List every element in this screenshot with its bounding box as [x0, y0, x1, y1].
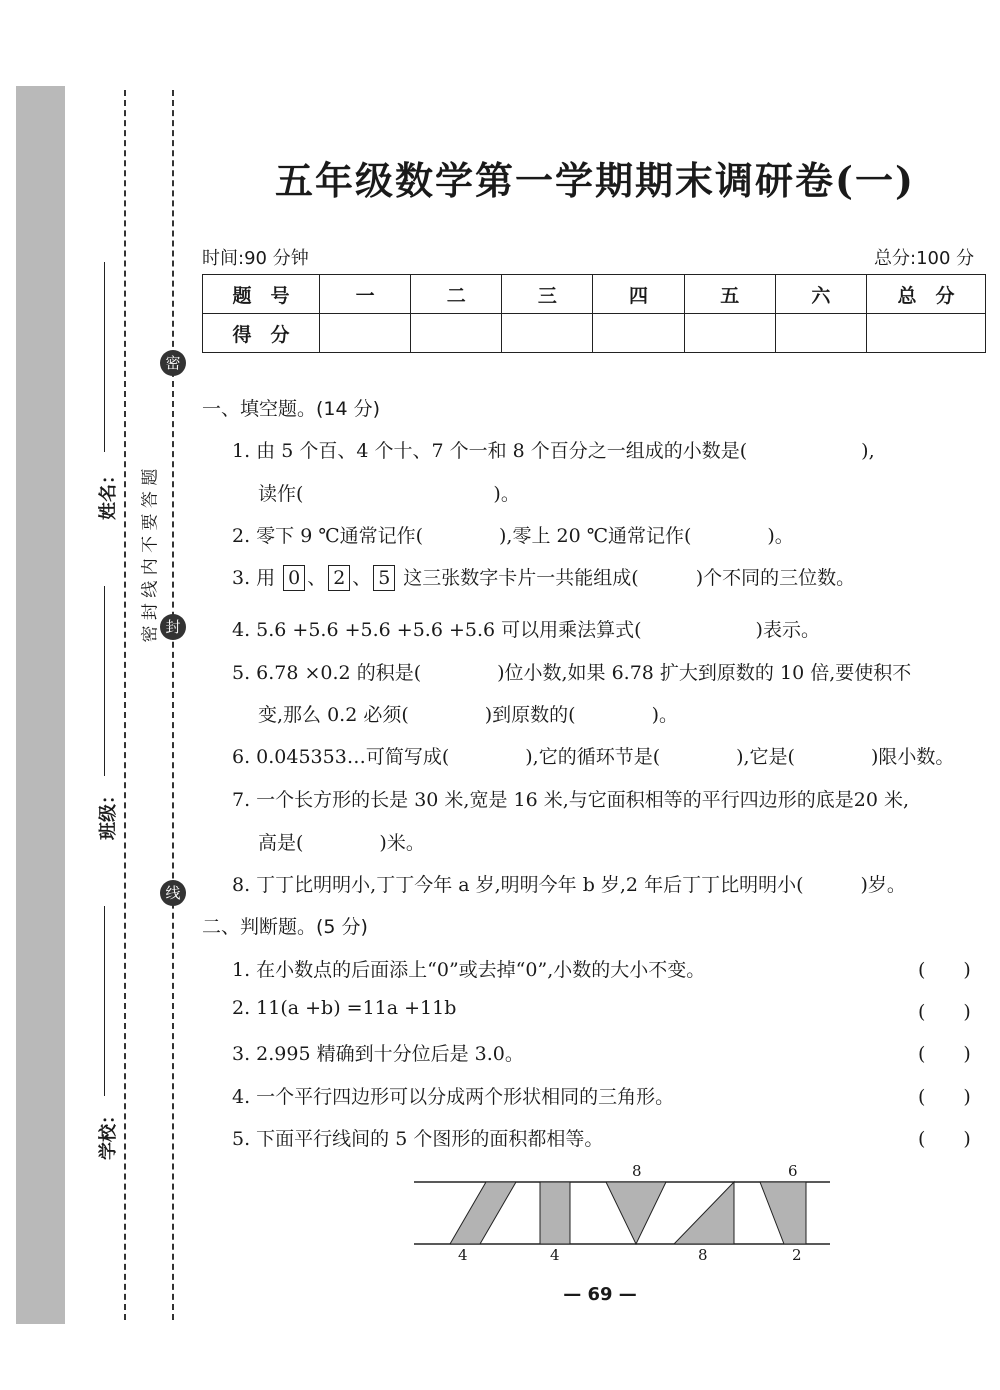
q1-3-prefix: 3. 用	[232, 567, 276, 589]
q1-1-cont: 读作( )。	[258, 483, 520, 505]
time-limit: 时间:90 分钟	[202, 248, 309, 269]
trapezoid-shape	[760, 1182, 806, 1244]
q1-3-suffix: 这三张数字卡片一共能组成( )个不同的三位数。	[403, 567, 856, 589]
answer-paren[interactable]: ( )	[918, 1086, 971, 1108]
q1-3: 3. 用 0 、 2 、 5 这三张数字卡片一共能组成( )个不同的三位数。	[232, 567, 856, 589]
section1-heading: 一、填空题。(14 分)	[202, 398, 381, 420]
answer-paren[interactable]: ( )	[918, 959, 971, 981]
q1-1: 1. 由 5 个百、4 个十、7 个一和 8 个百分之一组成的小数是( ),	[232, 440, 875, 462]
q1-5: 5. 6.78 ×0.2 的积是( )位小数,如果 6.78 扩大到原数的 10 倍,要使积不	[232, 662, 912, 684]
header-cell: 三	[502, 275, 593, 314]
school-blank	[104, 906, 105, 1096]
q2-3: 3. 2.995 精确到十分位后是 3.0。	[232, 1043, 524, 1065]
header-cell: 题 号	[203, 275, 320, 314]
header-cell: 总 分	[867, 275, 986, 314]
digit-card: 2	[328, 565, 350, 591]
answer-paren[interactable]: ( )	[918, 1128, 971, 1150]
rectangle-shape	[540, 1182, 570, 1244]
name-label: 姓名：	[98, 466, 119, 520]
page-title: 五年级数学第一学期期末调研卷(一)	[275, 158, 915, 203]
figure-bottom-label: 4	[550, 1246, 560, 1264]
q1-6: 6. 0.045353…可简写成( ),它的循环节是( ),它是( )限小数。	[232, 746, 955, 768]
q2-4: 4. 一个平行四边形可以分成两个形状相同的三角形。	[232, 1086, 675, 1108]
q2-2: 2. 11(a +b) =11a +11b	[232, 997, 457, 1019]
figure-top-label: 6	[788, 1162, 798, 1180]
figure-bottom-label: 2	[792, 1246, 802, 1264]
score-table	[202, 274, 986, 353]
header-cell: 六	[775, 275, 866, 314]
header-cell: 五	[684, 275, 775, 314]
figure-bottom-label: 4	[458, 1246, 468, 1264]
section2-heading: 二、判断题。(5 分)	[202, 916, 368, 938]
q1-2: 2. 零下 9 ℃通常记作( ),零上 20 ℃通常记作( )。	[232, 525, 794, 547]
triangle-down-shape	[606, 1182, 666, 1244]
seal-note-text: 密 封 线 内 不 要 答 题	[140, 468, 161, 643]
right-triangle-shape	[674, 1182, 734, 1244]
q1-5-cont: 变,那么 0.2 必须( )到原数的( )。	[258, 704, 678, 726]
score-cell[interactable]	[411, 314, 502, 353]
q2-5: 5. 下面平行线间的 5 个图形的面积都相等。	[232, 1128, 604, 1150]
score-table-score-row	[203, 314, 986, 353]
binding-strip	[16, 86, 65, 1324]
score-cell[interactable]	[593, 314, 684, 353]
page-number: — 69 —	[563, 1284, 637, 1305]
header-cell: 一	[320, 275, 411, 314]
score-row-label: 得 分	[203, 314, 320, 353]
score-cell[interactable]	[775, 314, 866, 353]
header-cell: 二	[411, 275, 502, 314]
q1-7: 7. 一个长方形的长是 30 米,宽是 16 米,与它面积相等的平行四边形的底是20 米,	[232, 789, 910, 811]
name-blank	[104, 262, 105, 452]
digit-card: 5	[373, 565, 395, 591]
seal-mi: 密	[160, 350, 186, 376]
score-cell[interactable]	[867, 314, 986, 353]
score-cell[interactable]	[320, 314, 411, 353]
q1-4: 4. 5.6 +5.6 +5.6 +5.6 +5.6 可以用乘法算式( )表示。	[232, 619, 820, 641]
q1-7-cont: 高是( )米。	[258, 832, 425, 854]
school-label: 学校：	[98, 1106, 119, 1160]
figure-top-label: 8	[632, 1162, 642, 1180]
score-cell[interactable]	[502, 314, 593, 353]
class-label: 班级：	[98, 786, 119, 840]
cut-line-inner	[124, 90, 126, 1320]
total-score: 总分:100 分	[874, 248, 975, 269]
q2-1: 1. 在小数点的后面添上“0”或去掉“0”,小数的大小不变。	[232, 959, 706, 981]
parallelogram-shape	[450, 1182, 516, 1244]
score-table-header-row	[203, 275, 986, 314]
cut-line-outer	[172, 90, 174, 1320]
answer-paren[interactable]: ( )	[918, 1001, 971, 1023]
seal-note	[136, 468, 161, 778]
score-cell[interactable]	[684, 314, 775, 353]
digit-card: 0	[283, 565, 305, 591]
seal-feng: 封	[160, 614, 186, 640]
header-cell: 四	[593, 275, 684, 314]
answer-paren[interactable]: ( )	[918, 1043, 971, 1065]
class-blank	[104, 586, 105, 776]
seal-xian: 线	[160, 880, 186, 906]
figure-bottom-label: 8	[698, 1246, 708, 1264]
q1-8: 8. 丁丁比明明小,丁丁今年 a 岁,明明今年 b 岁,2 年后丁丁比明明小( )岁。	[232, 874, 906, 896]
parallel-shapes-figure	[412, 1160, 832, 1270]
